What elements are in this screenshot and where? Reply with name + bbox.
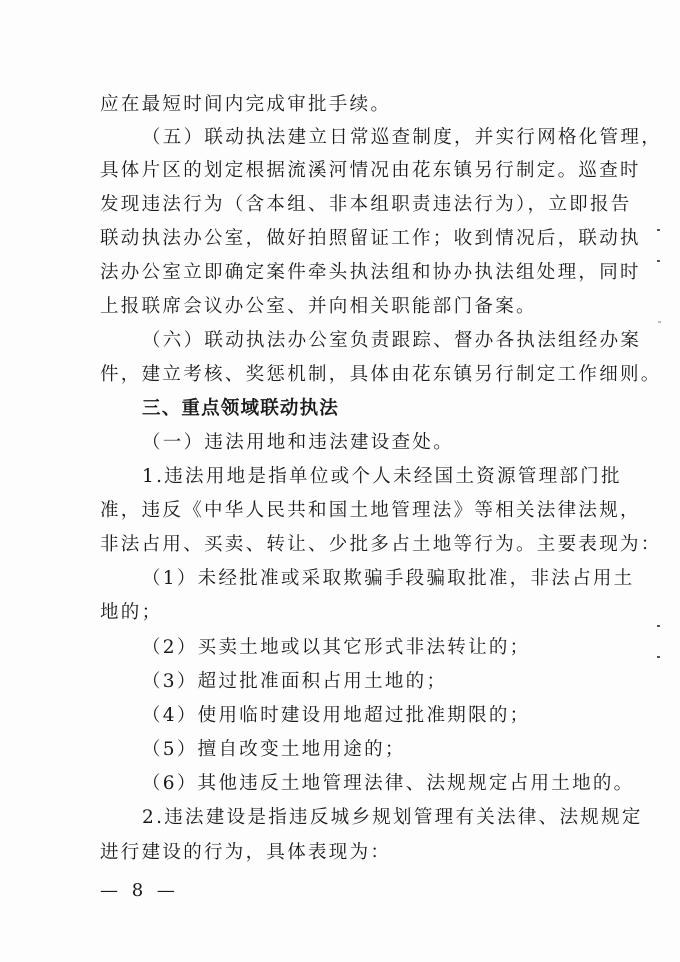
text-line: 1.违法用地是指单位或个人未经国土资源管理部门批: [142, 466, 622, 487]
text-line: 应在最短时间内完成审批手续。: [100, 94, 392, 115]
text-line: （2）买卖土地或以其它形式非法转让的；: [142, 637, 531, 658]
text-line: 发现违法行为（含本组、非本组职责违法行为），立即报告: [100, 194, 632, 215]
text-line: 地的；: [100, 602, 163, 623]
section-heading: 三、重点领域联动执法: [142, 398, 340, 419]
text-line: （3）超过批准面积占用土地的；: [142, 671, 448, 692]
text-line: （4）使用临时建设用地超过批准期限的；: [142, 705, 531, 726]
page-number: — 8 —: [100, 880, 179, 901]
text-line: 非法占用、买卖、转让、少批多占土地等行为。主要表现为：: [100, 534, 662, 555]
text-line: 联动执法办公室，做好拍照留证工作；收到情况后，联动执: [100, 228, 641, 249]
text-line: 进行建设的行为，具体表现为：: [100, 842, 392, 863]
text-line: 件，建立考核、奖惩机制，具体由花东镇另行制定工作细则。: [100, 364, 662, 385]
margin-mark: [657, 260, 660, 262]
text-line: 具体片区的划定根据流溪河情况由花东镇另行制定。巡查时: [100, 160, 641, 181]
text-line: （六）联动执法办公室负责跟踪、督办各执法组经办案: [142, 330, 642, 351]
margin-mark: [657, 625, 660, 627]
margin-mark: [658, 321, 661, 323]
text-line: （1）未经批准或采取欺骗手段骗取批准，非法占用土: [142, 568, 635, 589]
text-line: （5）擅自改变土地用途的；: [142, 739, 406, 760]
margin-mark: [657, 229, 660, 231]
margin-mark: [657, 656, 660, 658]
text-line: （6）其他违反土地管理法律、法规规定占用土地的。: [142, 773, 635, 794]
text-line: （一）违法用地和违法建设查处。: [142, 432, 455, 453]
text-line: 法办公室立即确定案件牵头执法组和协办执法组处理，同时: [100, 262, 641, 283]
text-line: 准，违反《中华人民共和国土地管理法》等相关法律法规，: [100, 500, 641, 521]
text-line: 2.违法建设是指违反城乡规划管理有关法律、法规规定: [142, 807, 643, 828]
text-line: （五）联动执法建立日常巡查制度，并实行网格化管理，: [142, 127, 663, 148]
text-line: 上报联席会议办公室、并向相关职能部门备案。: [100, 296, 537, 317]
